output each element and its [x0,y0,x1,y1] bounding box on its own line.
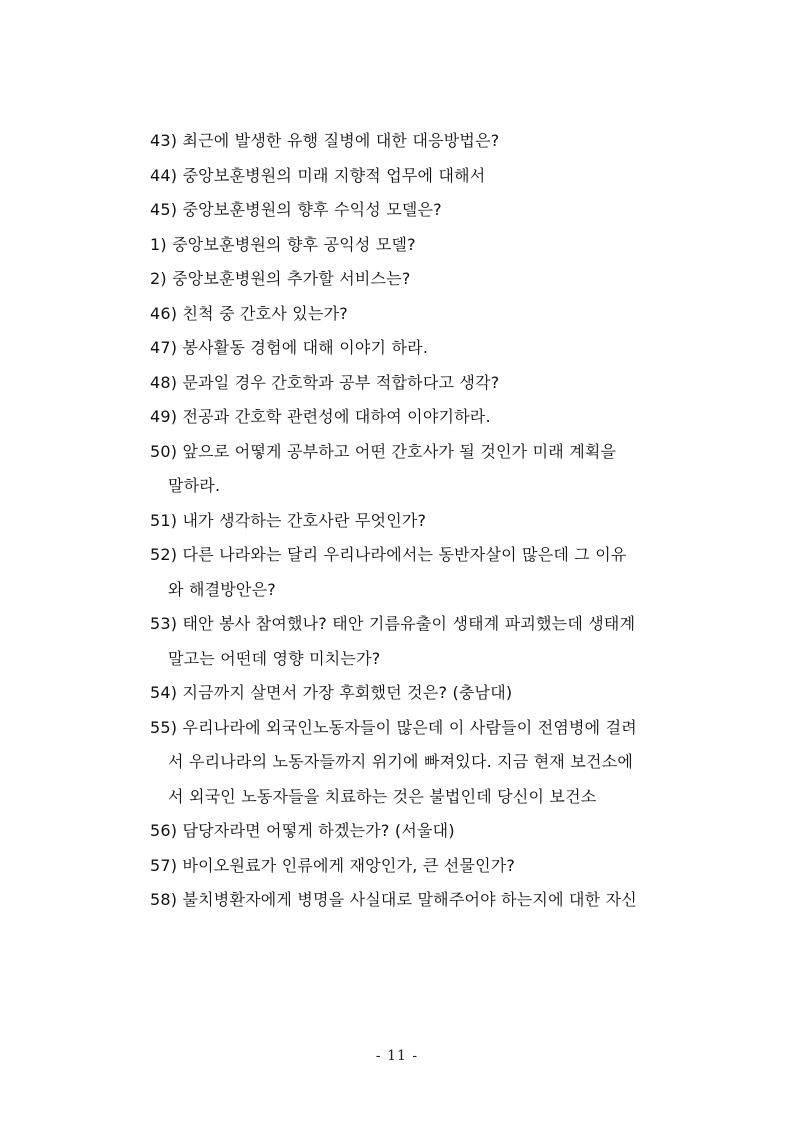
question-58: 58) 불치병환자에게 병명을 사실대로 말해주어야 하는지에 대한 자신 [150,890,637,909]
page-number: - 11 - [375,1048,419,1064]
question-55: 55) 우리나라에 외국인노동자들이 많은데 이 사람들이 전염병에 걸려 [150,717,637,737]
question-50: 50) 앞으로 어떻게 공부하고 어떤 간호사가 될 것인가 미래 계획을 [150,441,617,461]
question-57: 57) 바이오원료가 인류에게 재앙인가, 큰 선물인가? [150,855,516,875]
sub-question-2: 2) 중앙보훈병원의 추가할 서비스는? [150,269,411,288]
question-51: 51) 내가 생각하는 간호사란 무엇인가? [150,510,427,530]
question-list [150,124,695,918]
question-44: 44) 중앙보훈병원의 미래 지향적 업무에 대해서 [150,165,486,185]
question-47: 47) 봉사활동 경험에 대해 이야기 하라. [150,338,429,357]
question-46: 46) 친척 중 간호사 있는가? [150,303,348,323]
question-52-continued: 와 해결방안은? [168,579,276,599]
question-49: 49) 전공과 간호학 관련성에 대하여 이야기하라. [150,407,491,426]
question-48: 48) 문과일 경우 간호학과 공부 적합하다고 생각? [150,372,500,392]
question-50-continued: 말하라. [168,476,221,495]
question-55-continued-2: 서 외국인 노동자들을 치료하는 것은 불법인데 당신이 보건소 [168,786,597,806]
question-45: 45) 중앙보훈병원의 향후 수익성 모델은? [150,200,442,219]
question-55-continued-1: 서 우리나라의 노동자들까지 위기에 빠져있다. 지금 현재 보건소에 [168,752,634,771]
question-52: 52) 다른 나라와는 달리 우리나라에서는 동반자살이 많은데 그 이유 [150,545,627,564]
question-43: 43) 최근에 발생한 유행 질병에 대한 대응방법은? [150,131,500,150]
question-53-continued: 말고는 어떤데 영향 미치는가? [168,648,381,668]
question-56: 56) 담당자라면 어떻게 하겠는가? (서울대) [150,821,455,840]
question-53: 53) 태안 봉사 참여했나? 태안 기름유출이 생태계 파괴했는데 생태계 [150,614,636,633]
sub-question-1: 1) 중앙보훈병원의 향후 공익성 모델? [150,234,416,254]
question-54: 54) 지금까지 살면서 가장 후회했던 것은? (충남대) [150,683,513,702]
